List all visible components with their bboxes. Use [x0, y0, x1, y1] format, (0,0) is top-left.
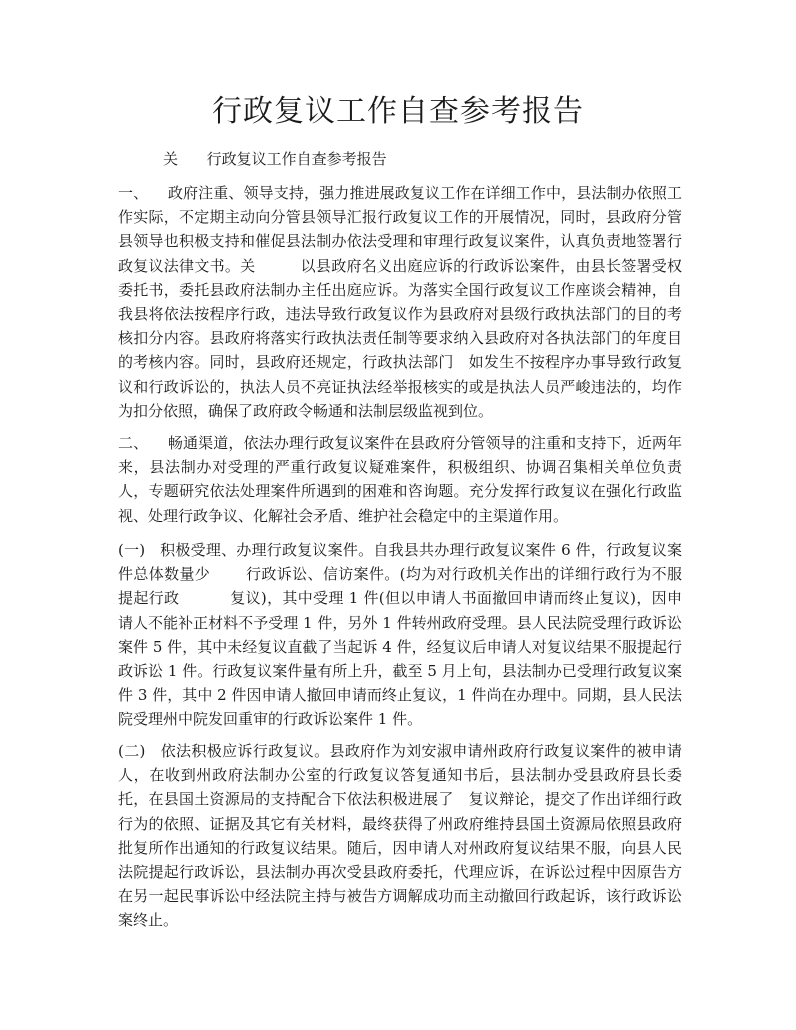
paragraph-3: (一) 积极受理、办理行政复议案件。自我县共办理行政复议案件 6 件，行政复议案件总体数量少 行政诉讼、信访案件。(均为对行政机关作出的详细行政行为不服提起行政 复议)，其中受理 1 件(但以申请人书面撤回申请而终止复议)，因申请人不能补正材料不予受理 1 件，另外 1 件转州政府受理。县人民法院受理行政诉讼案件 5 件，其中未经复议直截了当起诉 4 件，经复议后申请人对复议结果不服提起行政诉讼 1 件。行政复议案件量有所上升，截至 5 月上旬，县法制办已受理行政复议案件 3 件，其中 2 件因申请人撤回申请而终止复议，1 件尚在办理中。同期，县人民法院受理州中院发回重审的行政诉讼案件 1 件。	[118, 541, 682, 729]
paragraph-2: 二、 畅通渠道，依法办理行政复议案件在县政府分管领导的注重和支持下，近两年来，县法制办对受理的严重行政复议疑难案件，积极组织、协调召集相关单位负责人，专题研究依法处理案件所遇到的困难和咨询题。充分发挥行政复议在强化行政监视、处理行政争议、化解社会矛盾、维护社会稳定中的主渠道作用。	[118, 434, 682, 525]
document-title: 行政复议工作自查参考报告	[212, 94, 584, 129]
document-subtitle: 关 行政复议工作自查参考报告	[163, 150, 387, 168]
paragraph-1: 一、 政府注重、领导支持，强力推进展政复议工作在详细工作中，县法制办依照工作实际，不定期主动向分管县领导汇报行政复议工作的开展情况，同时，县政府分管县领导也积极支持和催促县法制办依法受理和审理行政复议案件，认真负责地签署行政复议法律文书。关 以县政府名义出庭应诉的行政诉讼案件，由县长签署受权委托书，委托县政府法制办主任出庭应诉。为落实全国行政复议工作座谈会精神，自我县将依法按程序行政，违法导致行政复议作为县政府对县级行政执法部门的目的考核扣分内容。县政府将落实行政执法责任制等要求纳入县政府对各执法部门的年度目的考核内容。同时，县政府还规定，行政执法部门 如发生不按程序办事导致行政复议和行政诉讼的，执法人员不亮证执法经举报核实的或是执法人员严峻违法的，均作为扣分依照，确保了政府政令畅通和法制层级监视到位。	[118, 184, 682, 420]
paragraph-4: (二) 依法积极应诉行政复议。县政府作为刘安淑申请州政府行政复议案件的被申请人，在收到州政府法制办公室的行政复议答复通知书后，县法制办受县政府县长委托，在县国土资源局的支持配合下依法积极进展了 复议辩论，提交了作出详细行政行为的依照、证据及其它有关材料，最终获得了州政府维持县国土资源局依照县政府批复所作出通知的行政复议结果。随后，因申请人对州政府复议结果不服，向县人民法院提起行政诉讼，县法制办再次受县政府委托，代理应诉，在诉讼过程中因原告方在另一起民事诉讼中经法院主持与被告方调解成功而主动撤回行政起诉，该行政诉讼案终止。	[118, 742, 682, 930]
